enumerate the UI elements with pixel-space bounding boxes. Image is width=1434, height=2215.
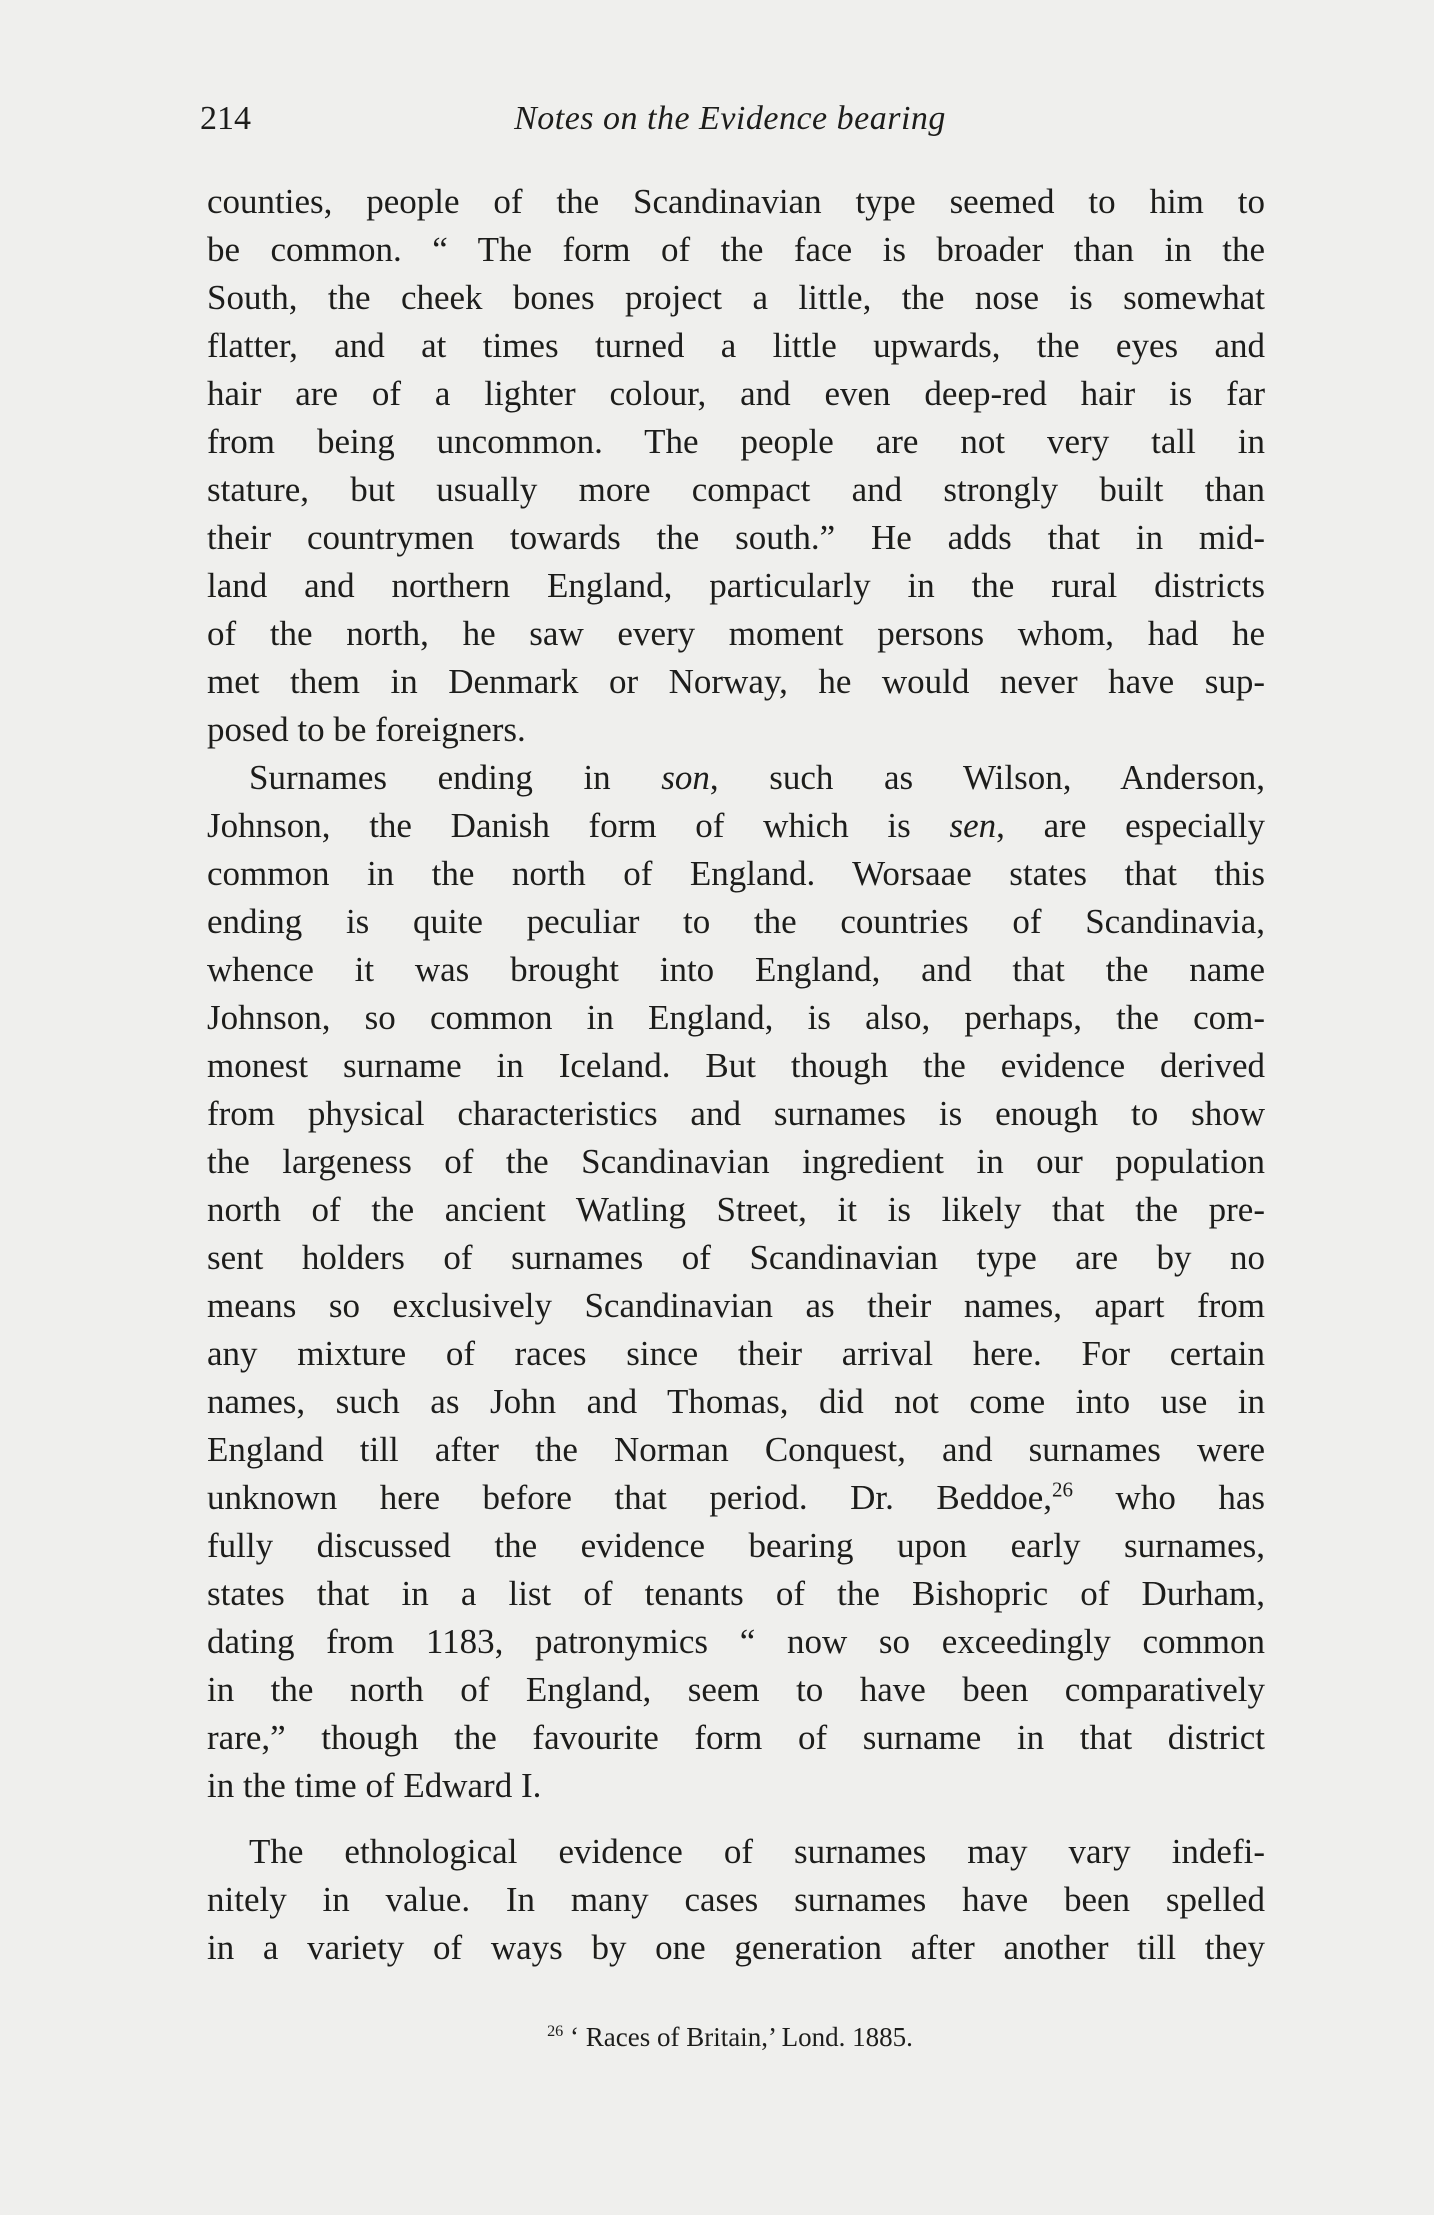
text-line: any mixture of races since their arrival here. For certain <box>207 1334 1265 1373</box>
text-line: flatter, and at times turned a little upwards, the eyes and <box>207 326 1265 365</box>
text-line: fully discussed the evidence bearing upon early surnames, <box>207 1526 1265 1565</box>
text-line: their countrymen towards the south.” He adds that in mid- <box>207 518 1265 557</box>
text-line: from physical characteristics and surnames is enough to show <box>207 1094 1265 1133</box>
paragraph <box>207 178 1265 754</box>
text-line: from being uncommon. The people are not very tall in <box>207 422 1265 461</box>
text-line: north of the ancient Watling Street, it is likely that the pre- <box>207 1190 1265 1229</box>
paragraph <box>207 754 1265 1810</box>
footnote-reference[interactable]: 26 <box>1052 1477 1074 1502</box>
running-title: Notes on the Evidence bearing <box>514 100 946 137</box>
text-span: who has <box>1073 1478 1265 1517</box>
text-line: counties, people of the Scandinavian type seemed to him to <box>207 182 1265 221</box>
text-line: stature, but usually more compact and strongly built than <box>207 470 1265 509</box>
italic-suffix: son <box>661 758 710 797</box>
text-line: the largeness of the Scandinavian ingredient in our population <box>207 1142 1265 1181</box>
text-line: Johnson, so common in England, is also, perhaps, the com- <box>207 998 1265 1037</box>
text-line: states that in a list of tenants of the Bishopric of Durham, <box>207 1574 1265 1613</box>
text-line: dating from 1183, patronymics “ now so exceedingly common <box>207 1622 1265 1661</box>
text-line: posed to be foreigners. <box>207 710 526 749</box>
text-line: in the north of England, seem to have been comparatively <box>207 1670 1265 1709</box>
page-header <box>200 100 1260 160</box>
body-text <box>207 178 1265 1972</box>
text-span: , are especially <box>996 806 1265 845</box>
text-line: names, such as John and Thomas, did not come into use in <box>207 1382 1265 1421</box>
text-line: ending is quite peculiar to the countries of Scandinavia, <box>207 902 1265 941</box>
paragraph <box>207 1828 1265 1972</box>
text-line <box>207 754 1265 802</box>
paragraph-gap <box>207 1810 1265 1828</box>
text-line: The ethnological evidence of surnames may vary indefi- <box>249 1832 1265 1871</box>
text-span: unknown here before that period. Dr. Beddoe, <box>207 1478 1053 1517</box>
text-line: in a variety of ways by one generation after another till they <box>207 1928 1265 1967</box>
text-line: be common. “ The form of the face is broader than in the <box>207 230 1265 269</box>
text-line <box>207 1474 1265 1522</box>
text-line <box>207 802 1265 850</box>
text-span: , such as Wilson, Anderson, <box>709 758 1265 797</box>
text-line: whence it was brought into England, and that the name <box>207 950 1265 989</box>
text-span: Johnson, the Danish form of which is <box>207 806 950 845</box>
text-line: nitely in value. In many cases surnames have been spelled <box>207 1880 1265 1919</box>
text-line: England till after the Norman Conquest, and surnames were <box>207 1430 1265 1469</box>
italic-suffix: sen <box>949 806 997 845</box>
text-line: of the north, he saw every moment persons whom, had he <box>207 614 1265 653</box>
text-span: Surnames ending in <box>249 758 662 797</box>
text-line: land and northern England, particularly in the rural districts <box>207 566 1265 605</box>
footnote-marker: 26 <box>547 2022 564 2040</box>
text-line: in the time of Edward I. <box>207 1766 542 1805</box>
text-line: common in the north of England. Worsaae states that this <box>207 854 1265 893</box>
text-line: rare,” though the favourite form of surname in that district <box>207 1718 1265 1757</box>
text-line: sent holders of surnames of Scandinavian type are by no <box>207 1238 1265 1277</box>
footnote <box>200 2022 1260 2053</box>
text-line: monest surname in Iceland. But though the evidence derived <box>207 1046 1265 1085</box>
text-line: South, the cheek bones project a little, the nose is somewhat <box>207 278 1265 317</box>
text-line: met them in Denmark or Norway, he would never have sup- <box>207 662 1265 701</box>
text-line: means so exclusively Scandinavian as their names, apart from <box>207 1286 1265 1325</box>
footnote-text: ‘ Races of Britain,’ Lond. 1885. <box>563 2022 913 2052</box>
page-number: 214 <box>200 100 251 137</box>
text-line: hair are of a lighter colour, and even deep-red hair is far <box>207 374 1265 413</box>
